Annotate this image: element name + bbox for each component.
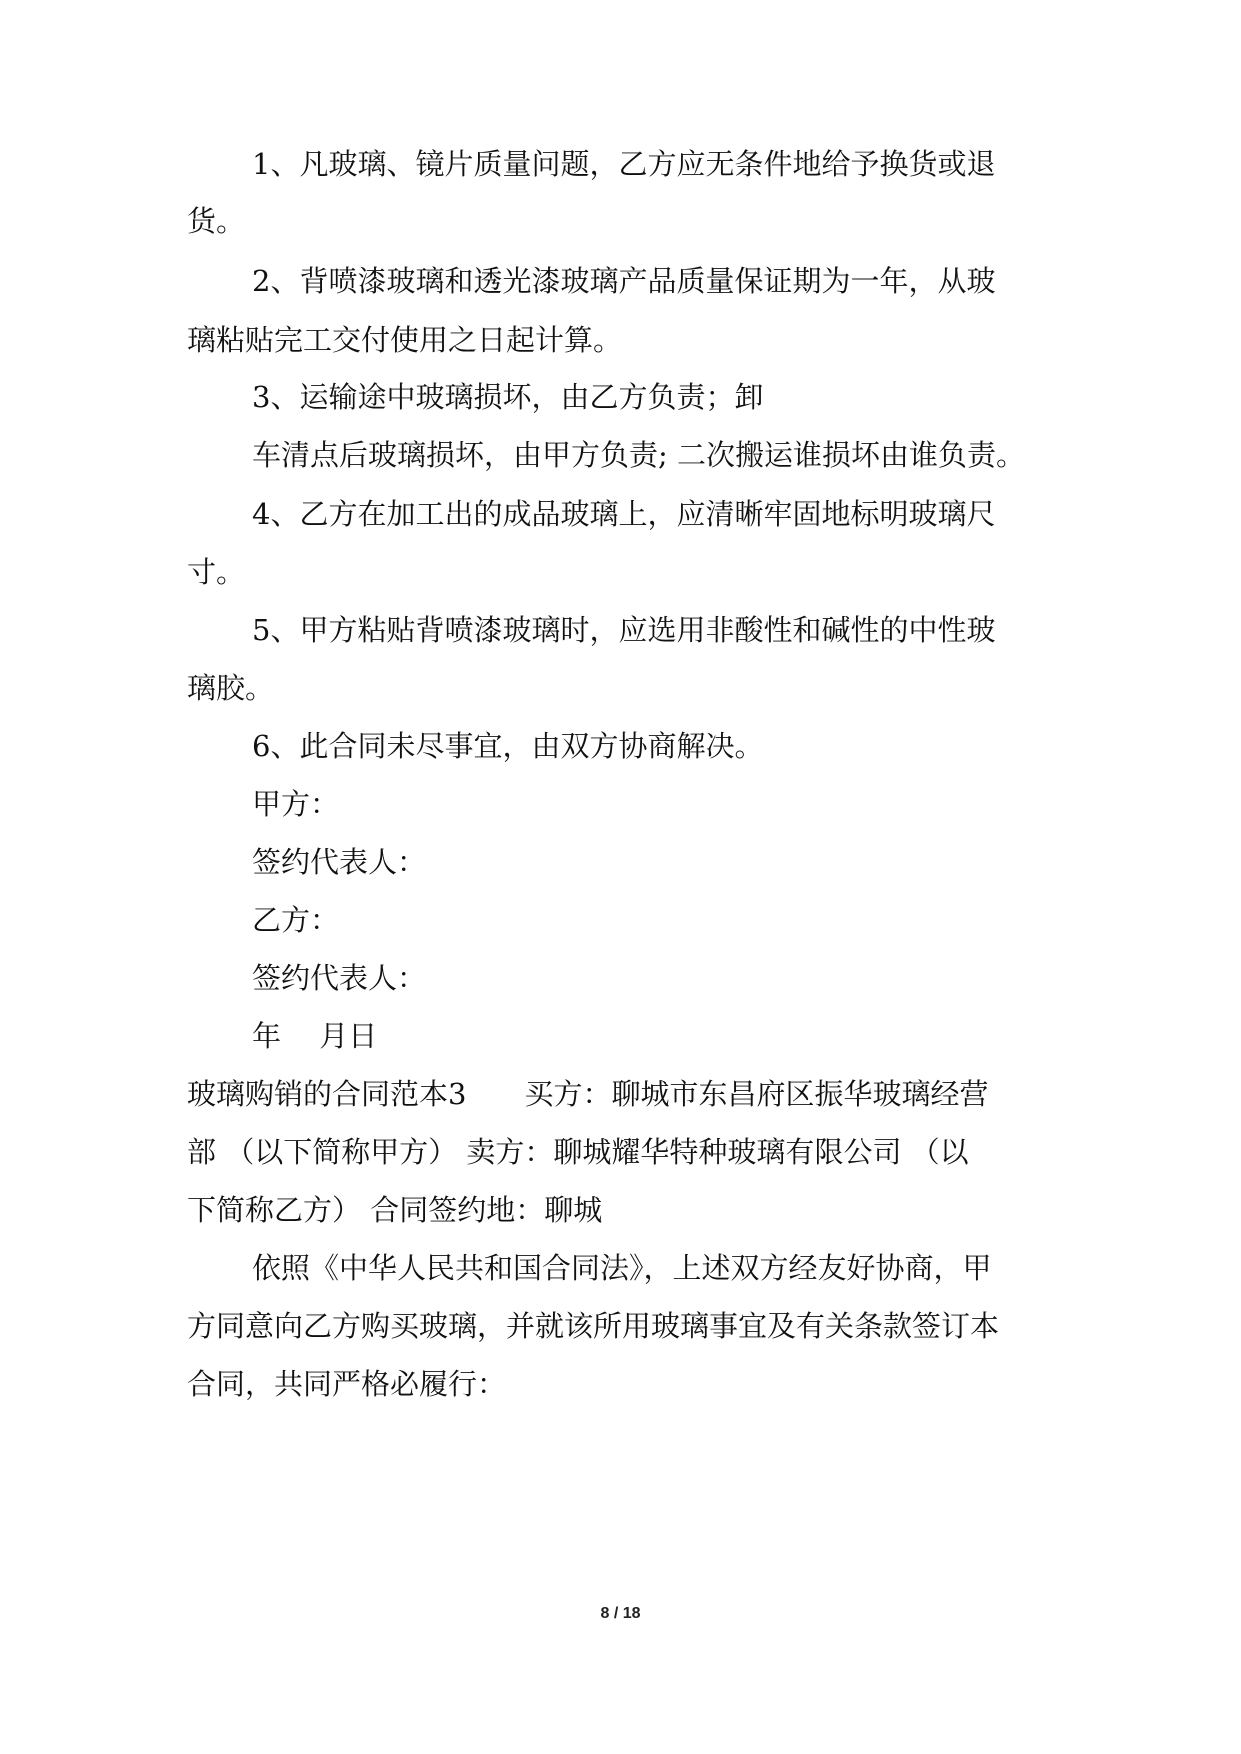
- contract-3-place-line: 下简称乙方） 合同签约地：聊城: [187, 1193, 603, 1227]
- party-b-representative-label: 签约代表人：: [252, 961, 427, 995]
- clause-3-line-2: 车清点后玻璃损坏，由甲方负责; 二次搬运谁损坏由谁负责。: [252, 438, 1025, 472]
- party-b-label: 乙方：: [252, 903, 340, 937]
- clause-5-line-1: 5、甲方粘贴背喷漆玻璃时，应选用非酸性和碱性的中性玻: [252, 613, 996, 647]
- date-line: 年 月日: [252, 1019, 378, 1053]
- clause-2-line-2: 璃粘贴完工交付使用之日起计算。: [187, 323, 623, 357]
- party-a-representative-label: 签约代表人：: [252, 845, 427, 879]
- clause-6: 6、此合同未尽事宜，由双方协商解决。: [252, 729, 764, 763]
- preamble-line-3: 合同，共同严格必履行：: [187, 1367, 507, 1401]
- contract-3-heading-line: 玻璃购销的合同范本3 买方：聊城市东昌府区振华玻璃经营: [187, 1077, 989, 1111]
- clause-3-line-1: 3、运输途中玻璃损坏，由乙方负责；卸: [252, 380, 764, 414]
- preamble-line-1: 依照《中华人民共和国合同法》，上述双方经友好协商，甲: [252, 1251, 992, 1285]
- contract-3-parties-line: 部 （以下简称甲方） 卖方：聊城耀华特种玻璃有限公司 （以: [187, 1135, 969, 1169]
- clause-4-line-1: 4、乙方在加工出的成品玻璃上，应清晰牢固地标明玻璃尺: [252, 497, 996, 531]
- clause-2-line-1: 2、背喷漆玻璃和透光漆玻璃产品质量保证期为一年，从玻: [252, 264, 996, 298]
- clause-5-line-2: 璃胶。: [187, 671, 275, 705]
- clause-1-line-1: 1、凡玻璃、镜片质量问题，乙方应无条件地给予换货或退: [252, 147, 996, 181]
- clause-1-line-2: 货。: [187, 204, 246, 238]
- clause-4-line-2: 寸。: [187, 555, 246, 589]
- preamble-line-2: 方同意向乙方购买玻璃，并就该所用玻璃事宜及有关条款签订本: [187, 1309, 1000, 1343]
- party-a-label: 甲方：: [252, 787, 340, 821]
- page-number: 8 / 18: [600, 1605, 641, 1622]
